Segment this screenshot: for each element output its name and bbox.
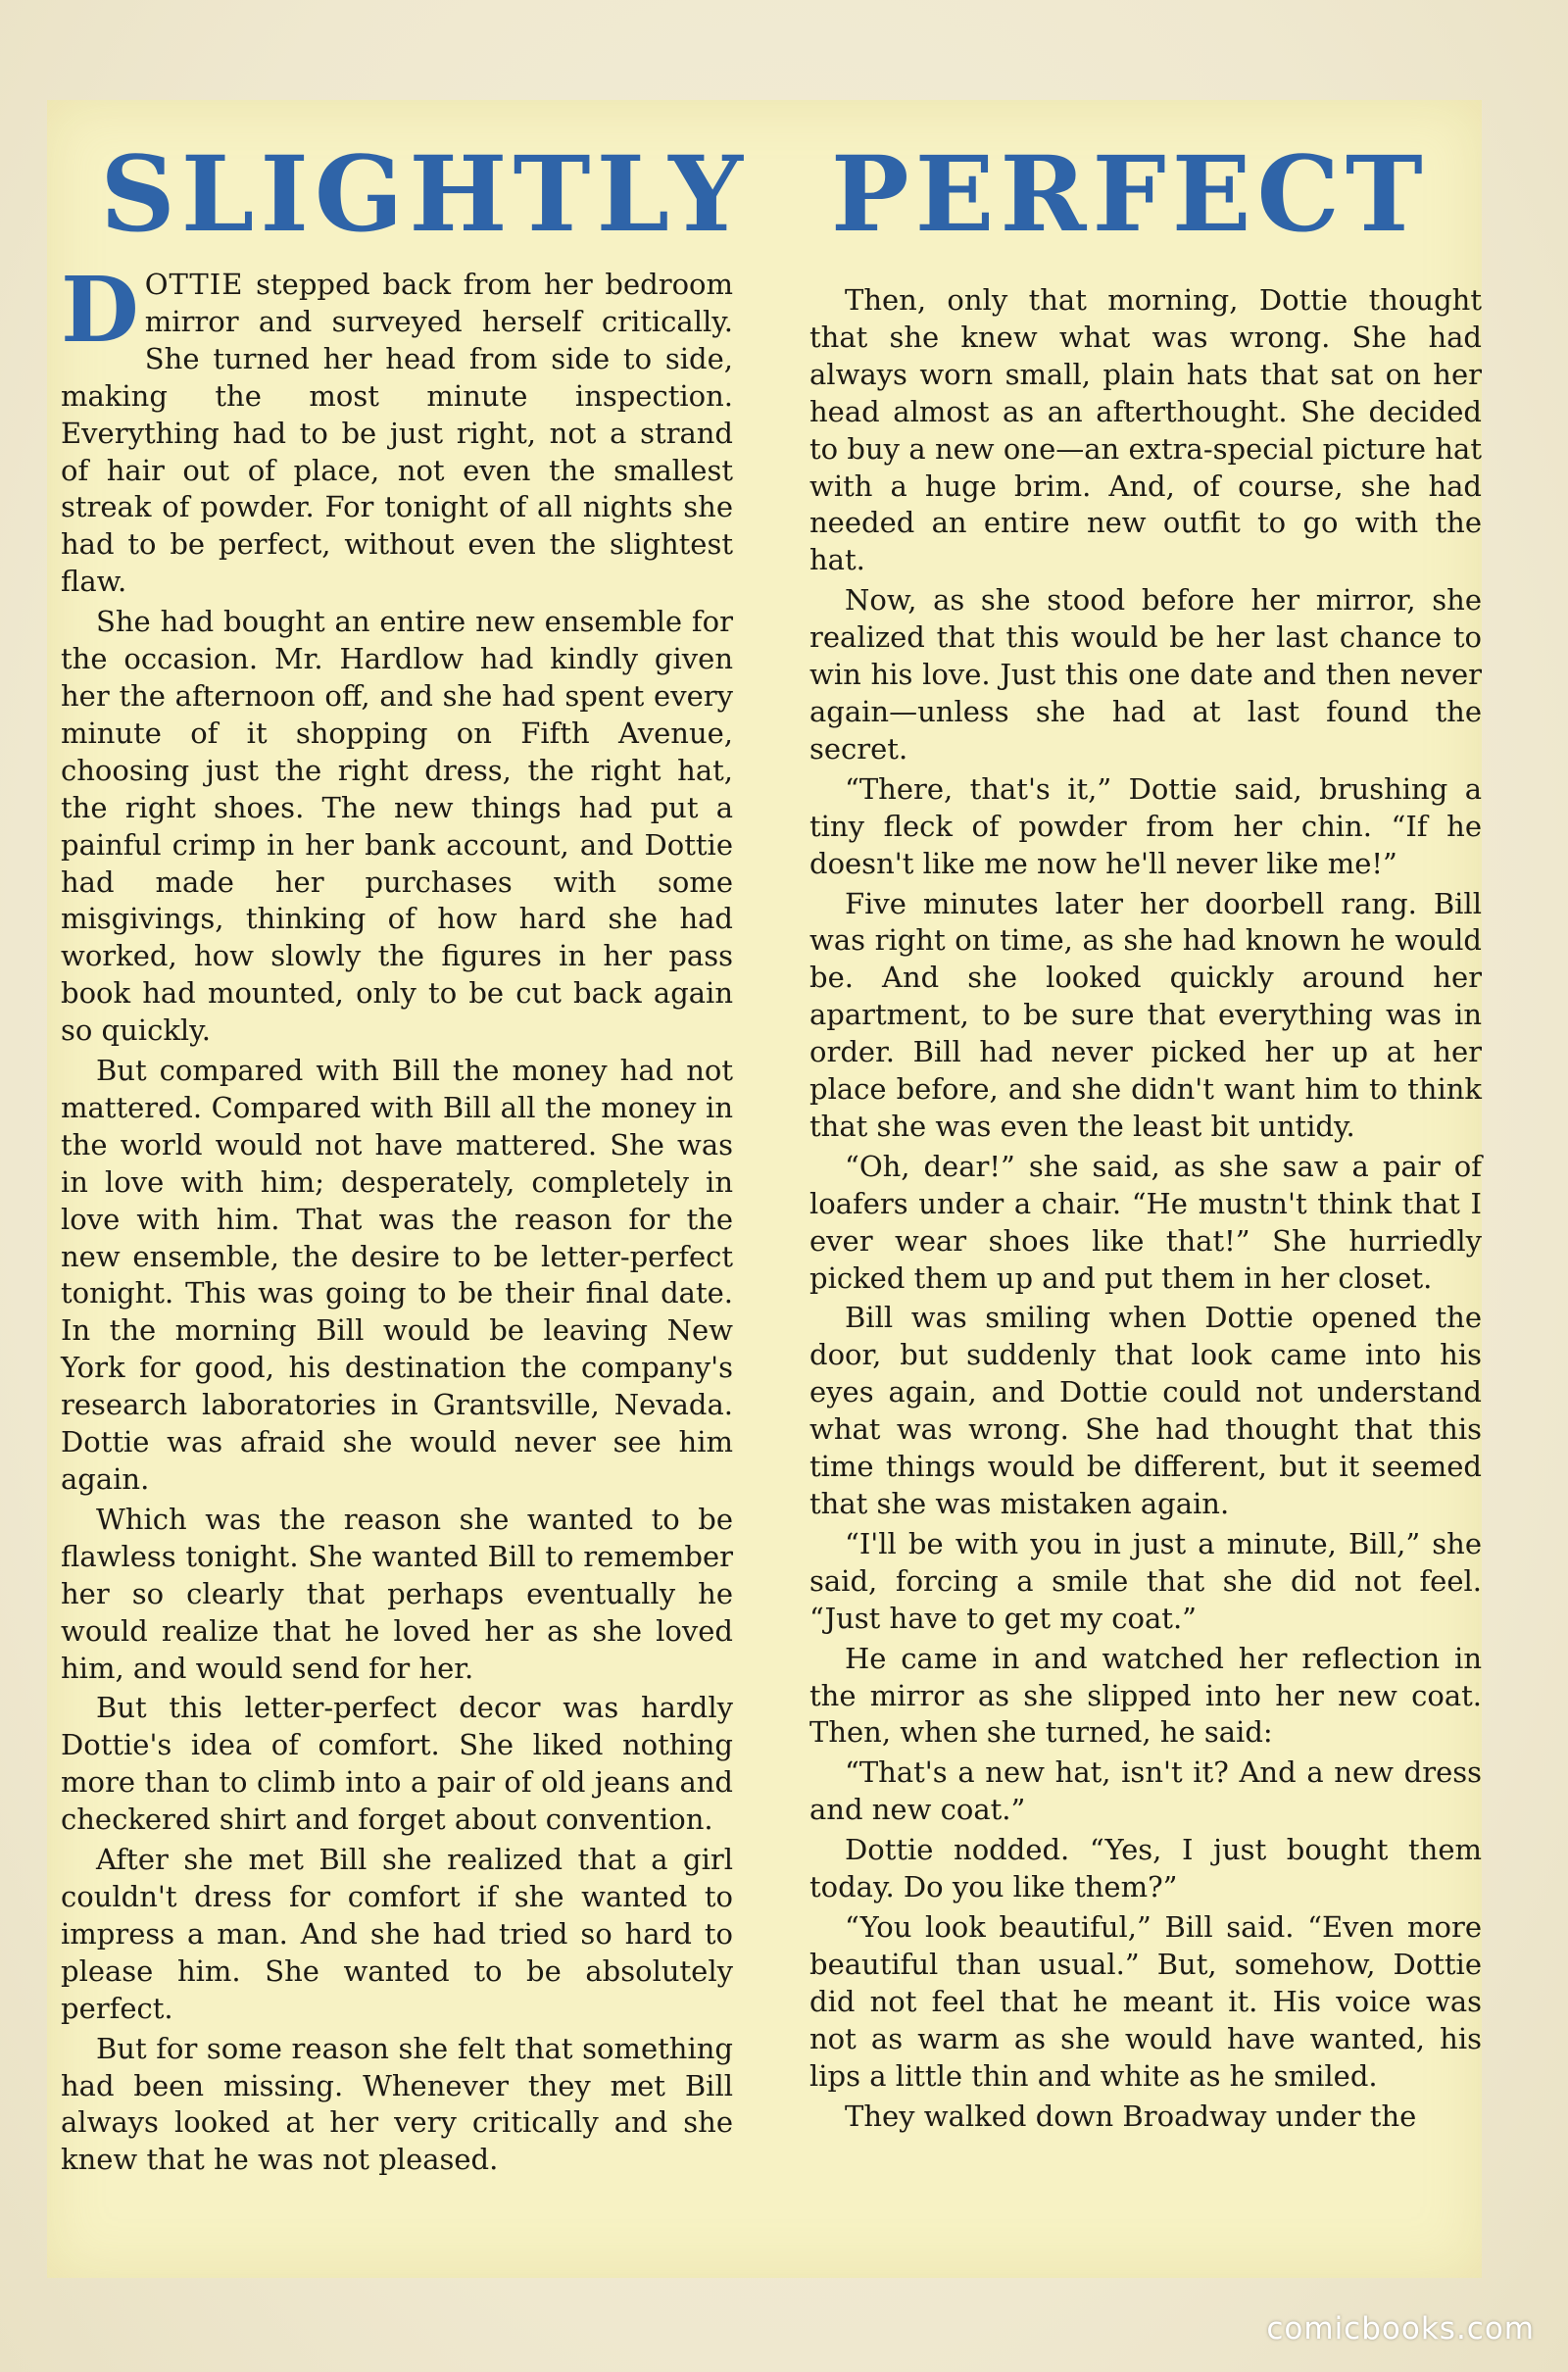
right-column xyxy=(809,282,1482,2138)
paragraph: “I'll be with you in just a minute, Bill,” she said, forcing a smile that she did not feel. “Just have to get my coat.” xyxy=(809,1526,1482,1635)
paragraph: Five minutes later her doorbell rang. Bill was right on time, as she had known he would be. And she looked quickly around her apartment, to be sure that everything was in order. Bill had never picked her up at her place before, and she didn't want him to think that she was even the least bit untidy. xyxy=(809,886,1482,1143)
paragraph: Then, only that morning, Dottie thought that she knew what was wrong. She had always worn small, plain hats that sat on her head almost as an afterthought. She decided to buy a new one—an extra-special picture hat with a huge brim. And, of course, she had needed an entire new outfit to go with the hat. xyxy=(809,283,1482,577)
paragraph: She had bought an entire new ensemble for the occasion. Mr. Hardlow had kindly given her the afternoon off, and she had spent every minute of it shopping on Fifth Avenue, choosing just the right dress, the right hat, the right shoes. The new things had put a painful crimp in her bank account, and Dottie had made her purchases with some misgivings, thinking of how hard she had worked, how slowly the figures in her pass book had mounted, only to be cut back again so quickly. xyxy=(61,605,733,1048)
paragraph: They walked down Broadway under the xyxy=(845,2099,1417,2133)
title-word-1: SLIGHTLY xyxy=(100,132,749,255)
opening-word: OTTIE xyxy=(144,268,244,301)
drop-cap: D xyxy=(61,257,139,363)
opening-paragraph xyxy=(61,257,733,601)
left-column xyxy=(61,257,733,2182)
paragraph: Dottie nodded. “Yes, I just bought them today. Do you like them?” xyxy=(809,1833,1482,1904)
paragraph: “You look beautiful,” Bill said. “Even more beautiful than usual.” But, somehow, Dottie did not feel that he meant it. His voice was not as warm as she would have wanted, his lips a little thin and white as he smiled. xyxy=(809,1909,1482,2093)
paragraph: “There, that's it,” Dottie said, brushing a tiny fleck of powder from her chin. “If he doesn't like me now he'll never like me!” xyxy=(809,771,1482,880)
paragraph: “Oh, dear!” she said, as she saw a pair of loafers under a chair. “He mustn't think that I ever wear shoes like that!” She hurriedly picked them up and put them in her closet. xyxy=(809,1149,1482,1295)
paragraph: Now, as she stood before her mirror, she realized that this would be her last chance to win his love. Just this one date and then never again—unless she had at last found the secret. xyxy=(809,583,1482,766)
paragraph: He came in and watched her reflection in the mirror as she slipped into her new coat. Then, when she turned, he said: xyxy=(809,1641,1482,1750)
title-word-2: PERFECT xyxy=(830,132,1429,255)
paragraph: “That's a new hat, isn't it? And a new dress and new coat.” xyxy=(809,1755,1482,1827)
paragraph-text: stepped back from her bedroom mirror and surveyed herself critically. She turned her head from side to side, making the most minute inspection. Everything had to be just right, not a strand of hair out of place, not even the smallest streak of powder. For tonight of all nights she had to be perfect, without even the slightest flaw. xyxy=(61,268,733,599)
paragraph: But compared with Bill the money had not mattered. Compared with Bill all the money in the world would not have mattered. She was in love with him; desperately, completely in love with him. That was the reason for the new ensemble, the desire to be letter-perfect tonight. This was going to be their final date. In the morning Bill would be leaving New York for good, his destination the company's research laboratories in Grantsville, Nevada. Dottie was afraid she would never see him again. xyxy=(61,1054,733,1496)
site-watermark: comicbooks.com xyxy=(1266,2311,1535,2347)
paragraph: Bill was smiling when Dottie opened the door, but suddenly that look came into his eyes again, and Dottie could not understand what was wrong. She had thought that this time things would be different, but it seemed that she was mistaken again. xyxy=(809,1301,1482,1520)
story-title xyxy=(47,125,1482,263)
paragraph: But this letter-perfect decor was hardly Dottie's idea of comfort. She liked nothing more than to climb into a pair of old jeans and checkered shirt and forget about convention. xyxy=(61,1691,733,1837)
paragraph: Which was the reason she wanted to be flawless tonight. She wanted Bill to remember her so clearly that perhaps eventually he would realize that he loved her as she loved him, and would send for her. xyxy=(61,1502,733,1685)
paragraph: But for some reason she felt that something had been missing. Whenever they met Bill always looked at her very critically and she knew that he was not pleased. xyxy=(61,2031,733,2177)
paragraph: After she met Bill she realized that a girl couldn't dress for comfort if she wanted to impress a man. And she had tried so hard to please him. She wanted to be absolutely perfect. xyxy=(61,1843,733,2025)
